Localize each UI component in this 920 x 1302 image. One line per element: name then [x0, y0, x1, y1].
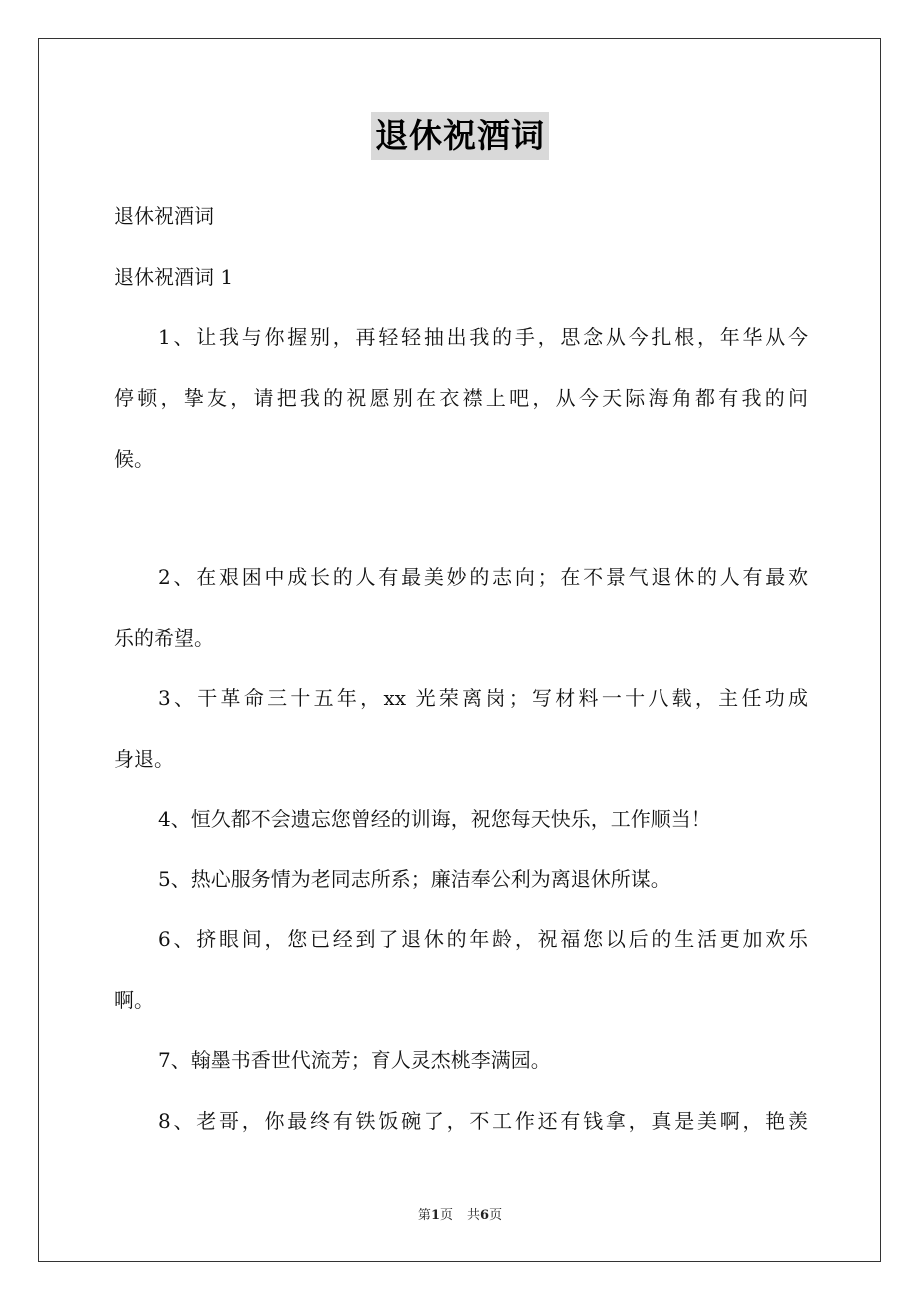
document-title [0, 112, 920, 160]
paragraph-line: 乐的希望。 [114, 626, 214, 650]
footer-page-prefix: 第 [417, 1208, 431, 1223]
paragraph-6 [114, 925, 808, 1047]
paragraph-4 [114, 805, 808, 866]
paragraph-line: 7、翰墨书香世代流芳；育人灵杰桃李满园。 [158, 1048, 551, 1072]
paragraph-line: 6、挤眼间，您已经到了退休的年龄，祝福您以后的生活更加欢乐 [158, 927, 808, 951]
footer-page-current: 1 [430, 1208, 440, 1223]
paragraph-line: 5、热心服务情为老同志所系；廉洁奉公利为离退休所谋。 [158, 867, 671, 891]
footer-page-suffix: 页 [439, 1208, 453, 1223]
paragraph-line: 3、干革命三十五年，xx 光荣离岗；写材料一十八载，主任功成 [158, 686, 808, 710]
paragraph-line: 4、恒久都不会遗忘您曾经的训诲，祝您每天快乐，工作顺当！ [158, 807, 711, 831]
page-footer [0, 1207, 920, 1225]
paragraph-2 [114, 563, 808, 685]
paragraph-line: 啊。 [114, 988, 154, 1012]
footer-total-prefix: 共 [467, 1208, 481, 1223]
paragraph-line: 1、让我与你握别，再轻轻抽出我的手，思念从今扎根，年华从今 [158, 325, 808, 349]
document-subtitle: 退休祝酒词 [114, 204, 214, 228]
section-heading: 退休祝酒词 1 [114, 265, 234, 289]
paragraph-line: 身退。 [114, 747, 174, 771]
paragraph-7 [114, 1046, 808, 1107]
paragraph-8 [114, 1107, 808, 1168]
paragraph-line: 候。 [114, 447, 154, 471]
paragraph-3 [114, 684, 808, 806]
paragraph-5 [114, 865, 808, 926]
document-title-text: 退休祝酒词 [371, 112, 549, 160]
footer-total-suffix: 页 [489, 1208, 503, 1223]
paragraph-1 [114, 323, 808, 506]
paragraph-line: 停顿，挚友，请把我的祝愿别在衣襟上吧，从今天际海角都有我的问 [114, 386, 808, 410]
paragraph-line: 2、在艰困中成长的人有最美妙的志向；在不景气退休的人有最欢 [158, 565, 808, 589]
paragraph-line: 8、老哥，你最终有铁饭碗了，不工作还有钱拿，真是美啊，艳羡 [158, 1109, 808, 1133]
footer-page-total: 6 [480, 1208, 490, 1223]
